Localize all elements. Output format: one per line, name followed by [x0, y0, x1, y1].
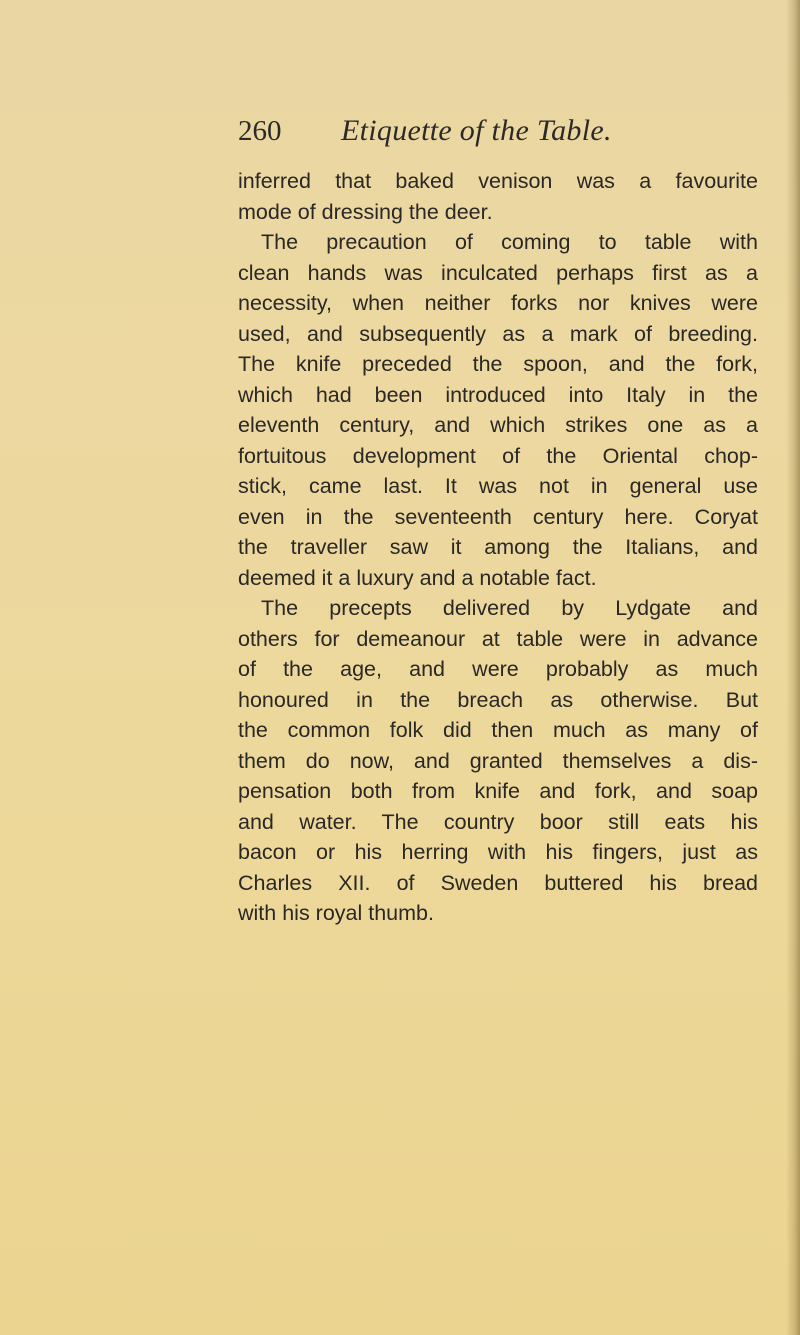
text-line: and water. The country boor still eats his — [238, 809, 758, 834]
page-number: 260 — [238, 115, 282, 147]
text-line: The precaution of coming to table with — [261, 230, 758, 254]
text-line: even in the seventeenth century here. Coryat — [238, 504, 758, 529]
running-title: Etiquette of the Table. — [341, 114, 612, 147]
text-line: them do now, and granted themselves a dis- — [238, 748, 758, 773]
text-line: the common folk did then much as many of — [238, 718, 758, 742]
text-line: The precepts delivered by Lydgate and — [261, 596, 758, 620]
text-line: the traveller saw it among the Italians, and — [238, 535, 758, 559]
text-line: The knife preceded the spoon, and the fork, — [238, 352, 758, 376]
body-text — [238, 166, 758, 929]
text-line: mode of dressing the deer. — [238, 199, 493, 224]
text-line: Charles XII. of Sweden buttered his bread — [238, 870, 758, 895]
text-line: with his royal thumb. — [238, 901, 434, 925]
text-line: of the age, and were probably as much — [238, 657, 758, 681]
text-line: inferred that baked venison was a favourite — [238, 169, 758, 193]
text-line: which had been introduced into Italy in the — [238, 382, 758, 407]
text-line: fortuitous development of the Oriental chop- — [238, 443, 758, 468]
text-line: others for demeanour at table were in advance — [238, 626, 758, 651]
text-line: honoured in the breach as otherwise. But — [238, 687, 758, 712]
text-line: eleventh century, and which strikes one as a — [238, 413, 758, 437]
text-line: deemed it a luxury and a notable fact. — [238, 565, 597, 590]
running-head — [238, 112, 658, 152]
text-line: stick, came last. It was not in general use — [238, 474, 758, 498]
text-line: bacon or his herring with his fingers, just as — [238, 840, 758, 864]
text-line: used, and subsequently as a mark of breeding. — [238, 321, 758, 346]
page-edge-shadow — [786, 0, 800, 1335]
text-line: necessity, when neither forks nor knives were — [238, 291, 758, 315]
text-line: clean hands was inculcated perhaps first as a — [238, 260, 758, 285]
text-line: pensation both from knife and fork, and soap — [238, 779, 758, 803]
